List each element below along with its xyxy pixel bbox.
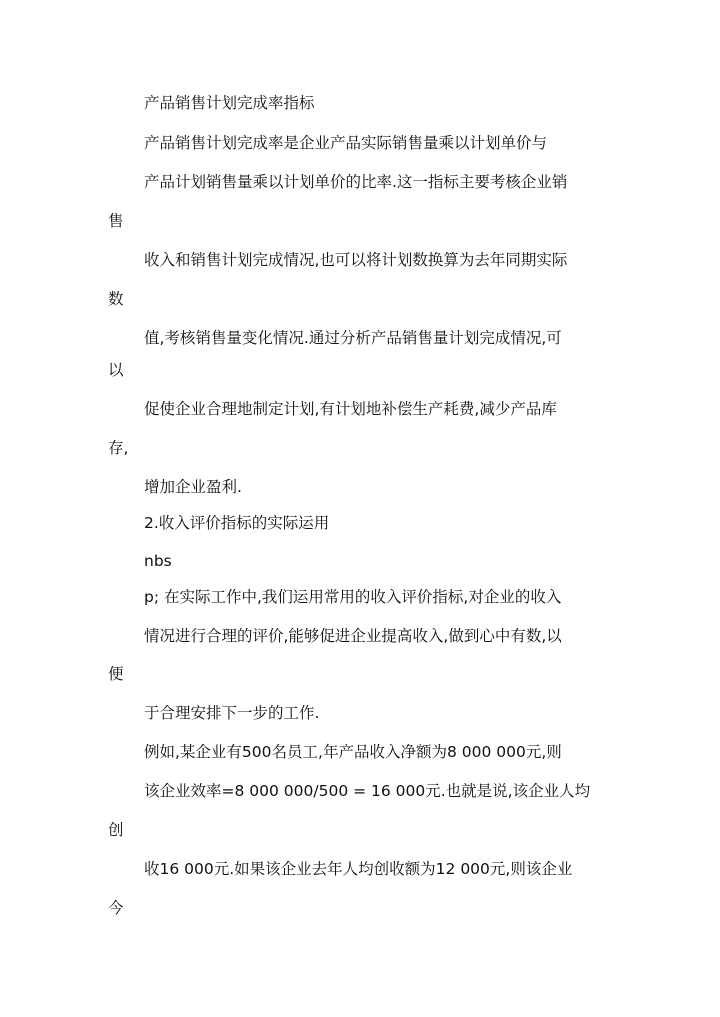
text-line-wrap: 以 (108, 361, 124, 379)
text-line-wrap: 创 (108, 821, 124, 839)
text-line: 值,考核销售量变化情况.通过分析产品销售量计划完成情况,可 (144, 329, 562, 347)
text-line-wrap: 便 (108, 665, 124, 683)
text-line: 于合理安排下一步的工作. (144, 704, 320, 722)
text-line-wrap: 售 (108, 212, 124, 230)
text-line: 例如,某企业有500名员工,年产品收入净额为8 000 000元,则 (144, 743, 562, 761)
text-line: nbs (144, 552, 172, 570)
text-line: 促使企业合理地制定计划,有计划地补偿生产耗费,减少产品库 (144, 400, 557, 418)
section-heading: 产品销售计划完成率指标 (144, 94, 315, 112)
text-line-wrap: 存, (108, 439, 129, 457)
text-line: 产品销售计划完成率是企业产品实际销售量乘以计划单价与 (144, 134, 548, 152)
text-line: 产品计划销售量乘以计划单价的比率.这一指标主要考核企业销 (144, 173, 568, 191)
text-line: 情况进行合理的评价,能够促进企业提高收入,做到心中有数,以 (144, 627, 562, 645)
text-line: 该企业效率=8 000 000/500 = 16 000元.也就是说,该企业人均 (144, 782, 591, 800)
text-line: 收入和销售计划完成情况,也可以将计划数换算为去年同期实际 (144, 251, 568, 269)
text-line: p; 在实际工作中,我们运用常用的收入评价指标,对企业的收入 (144, 588, 562, 606)
text-line-wrap: 数 (108, 290, 124, 308)
section-heading: 2.收入评价指标的实际运用 (144, 514, 330, 532)
text-line: 增加企业盈利. (144, 478, 242, 496)
text-line-wrap: 今 (108, 899, 124, 917)
text-line: 收16 000元.如果该企业去年人均创收额为12 000元,则该企业 (144, 860, 573, 878)
